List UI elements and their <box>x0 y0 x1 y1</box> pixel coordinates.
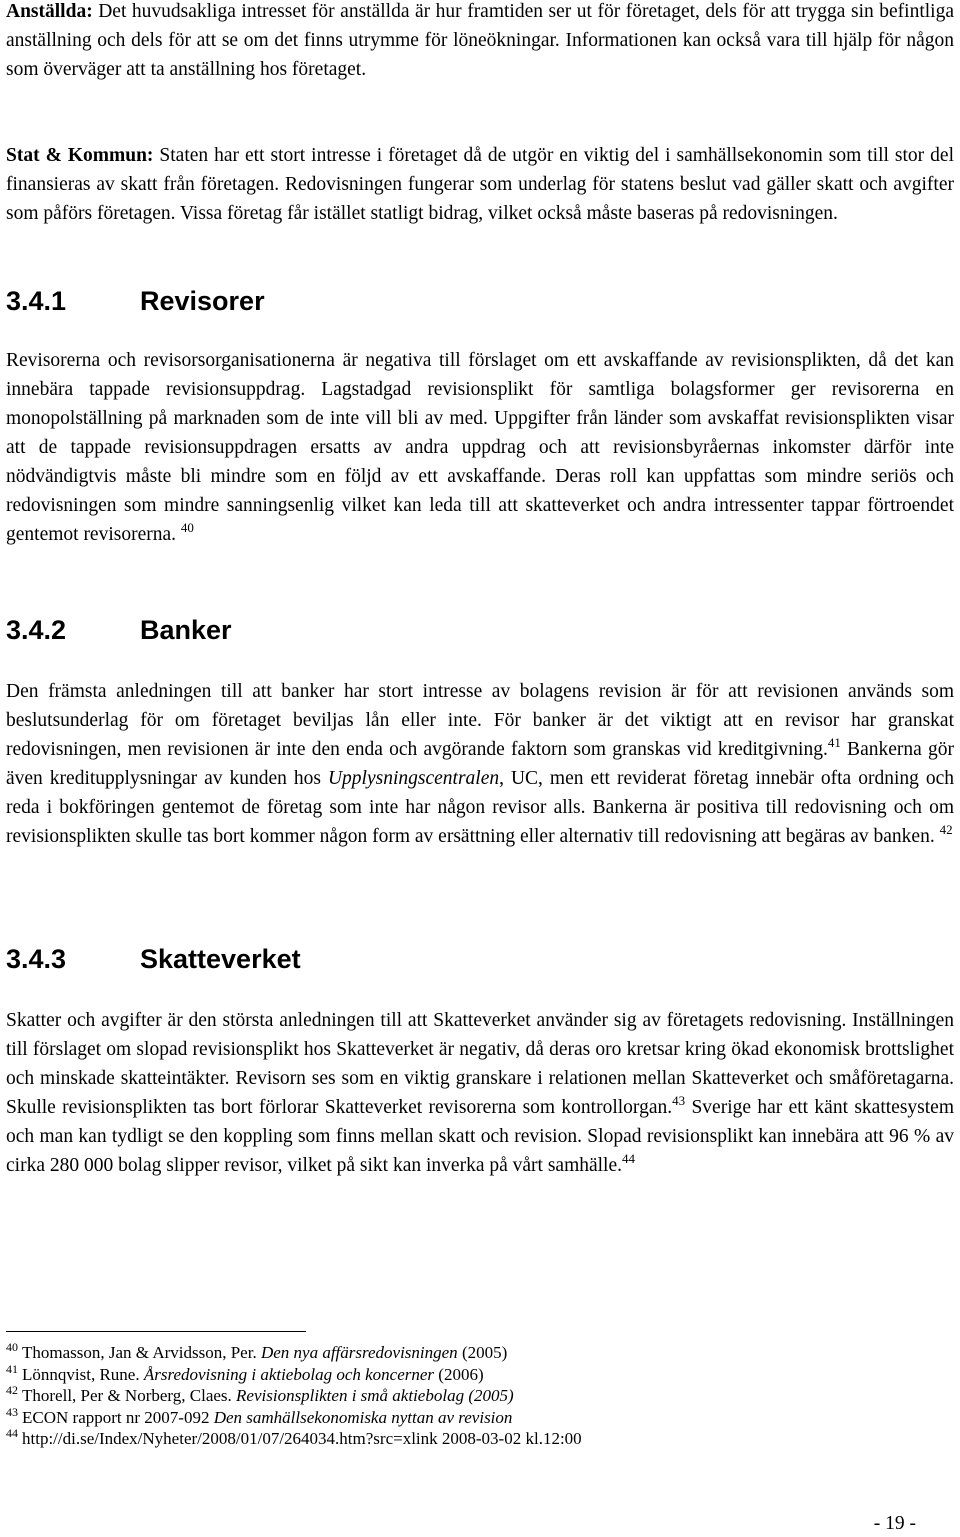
footnote-ref[interactable]: 40 <box>180 520 194 535</box>
footnote-ref[interactable]: 44 <box>622 1151 636 1166</box>
footnote-item <box>6 1404 954 1429</box>
footnote-ref[interactable]: 41 <box>827 735 841 750</box>
paragraph-text: Revisorerna och revisorsorganisationerna är negativa till förslaget om ett avskaffande av revisionsplikten, då det kan innebära tappade revisionsuppdrag. Lagstadgad revisionsplikt för samtliga bolagsformer ger revisorerna en monopolställning på marknaden som de inte vill bli av med. Uppgifter från länder som avskaffat revisionsplikten visar att de tappade revisionsuppdragen ersatts av andra uppdrag och att revisionsbyråernas inkomster därför inte nödvändigtvis måste bli mindre som en följd av ett avskaffande. Deras roll kan uppfattas som mindre seriös och redovisningen som mindre sanningsenlig vilket kan leda till att skatteverket och andra intressenter tappar förtroendet gentemot revisorerna. <box>6 350 954 545</box>
paragraph-anstallda <box>6 0 954 84</box>
section-number: 3.4.1 <box>6 286 67 316</box>
footnote-text: ECON rapport nr 2007-092 <box>22 1407 214 1427</box>
footnotes <box>6 1342 954 1450</box>
footnote-item <box>6 1361 954 1386</box>
paragraph-text: Bankerna gör även kreditupplysningar av kunden hos <box>6 739 955 789</box>
section-heading-skatteverket <box>6 943 301 975</box>
footnote-number: 41 <box>6 1361 18 1376</box>
paragraph-lead: Stat & Kommun: <box>6 145 154 166</box>
paragraph-revisorer <box>6 346 954 549</box>
footnote-number: 44 <box>6 1426 18 1440</box>
footnote-ref[interactable]: 43 <box>672 1093 686 1108</box>
section-title: Revisorer <box>140 286 265 316</box>
paragraph-lead: Anställda: <box>6 1 93 22</box>
footnote-item <box>6 1428 954 1450</box>
paragraph-text: Skatter och avgifter är den största anledningen till att Skatteverket använder sig av företagets redovisning. Inställningen till förslaget om slopad revisionsplikt hos Skatteverket är negativ, då deras oro kretsar kring ökad ekonomisk brottslighet och minskade skatteintäkter. Revisorn ses som en viktig granskare i relationen mellan Skatteverket och småföretagarna. Skulle revisionsplikten tas bort förlorar Skatteverket revisorerna som kontrollorgan. <box>6 1010 954 1118</box>
page-number: - 19 - <box>873 1513 916 1534</box>
footnote-number: 42 <box>6 1383 18 1397</box>
footnote-italic: Den samhällsekonomiska nyttan av revision <box>213 1407 513 1427</box>
section-title: Skatteverket <box>140 944 301 974</box>
footnote-italic: Årsredovisning i aktiebolag och koncerner <box>143 1364 435 1384</box>
footnote-text: (2006) <box>434 1364 484 1384</box>
footnote-italic: Revisionsplikten i små aktiebolag (2005) <box>236 1386 514 1405</box>
section-heading-revisorer <box>6 285 265 317</box>
section-number: 3.4.2 <box>6 615 67 645</box>
footnote-divider <box>6 1331 306 1332</box>
footnote-italic: Den nya affärsredovisningen <box>260 1343 458 1362</box>
footnote-number: 40 <box>6 1340 18 1354</box>
paragraph-skatteverket <box>6 1006 954 1180</box>
paragraph-text: Det huvudsakliga intresset för anställda är hur framtiden ser ut för företaget, dels för att trygga sin befintliga anställning och dels för att se om det finns utrymme för löneökningar. Informationen kan också vara till hjälp för någon som överväger att ta anställning hos företaget. <box>6 1 954 80</box>
footnote-item <box>6 1342 954 1364</box>
paragraph-text: Sverige har ett känt skattesystem och man kan tydligt se den koppling som finns mellan skatt och revision. Slopad revisionsplikt kan innebära att 96 % av cirka 280 000 bolag slipper revisor, vilket på sikt kan inverka på vårt samhälle. <box>6 1097 954 1176</box>
paragraph-text: , UC, men ett reviderat företag innebär ofta ordning och reda i bokföringen gentemot de företag som inte har någon revisor alls. Bankerna är positiva till redovisning och om revisionsplikten skulle tas bort kommer någon form av ersättning eller alternativ till redovisning att begäras av banken. <box>6 768 955 847</box>
paragraph-text: Den främsta anledningen till att banker har stort intresse av bolagens revision är för att revisionen används som beslutsunderlag för om företaget beviljas lån eller inte. För banker är det viktigt att en revisor har granskat redovisningen, men revisionen är inte den enda och avgörande faktorn som granskas vid kreditgivning. <box>6 681 954 760</box>
paragraph-stat-kommun <box>6 141 954 228</box>
footnote-number: 43 <box>6 1404 18 1419</box>
footnote-text: Thorell, Per & Norberg, Claes. <box>22 1386 237 1405</box>
footnote-text: Thomasson, Jan & Arvidsson, Per. <box>22 1343 261 1362</box>
footnote-text: (2005) <box>457 1343 508 1362</box>
footnote-item <box>6 1385 954 1407</box>
paragraph-text: Staten har ett stort intresse i företaget då de utgör en viktig del i samhällsekonomin som till stor del finansieras av skatt från företagen. Redovisningen fungerar som underlag för statens beslut vad gäller skatt och avgifter som påförs företagen. Vissa företag får istället statligt bidrag, vilket också måste baseras på redovisningen. <box>6 145 954 224</box>
section-heading-banker <box>6 614 232 646</box>
footnote-ref[interactable]: 42 <box>939 822 953 837</box>
paragraph-banker <box>6 677 954 851</box>
footnote-text: Lönnqvist, Rune. <box>22 1364 144 1384</box>
footnote-link[interactable]: http://di.se/Index/Nyheter/2008/01/07/264034.htm?src=xlink 2008-03-02 kl.12:00 <box>22 1429 582 1448</box>
section-number: 3.4.3 <box>6 944 67 974</box>
paragraph-italic: Upplysningscentralen <box>327 768 500 789</box>
section-title: Banker <box>140 615 232 645</box>
